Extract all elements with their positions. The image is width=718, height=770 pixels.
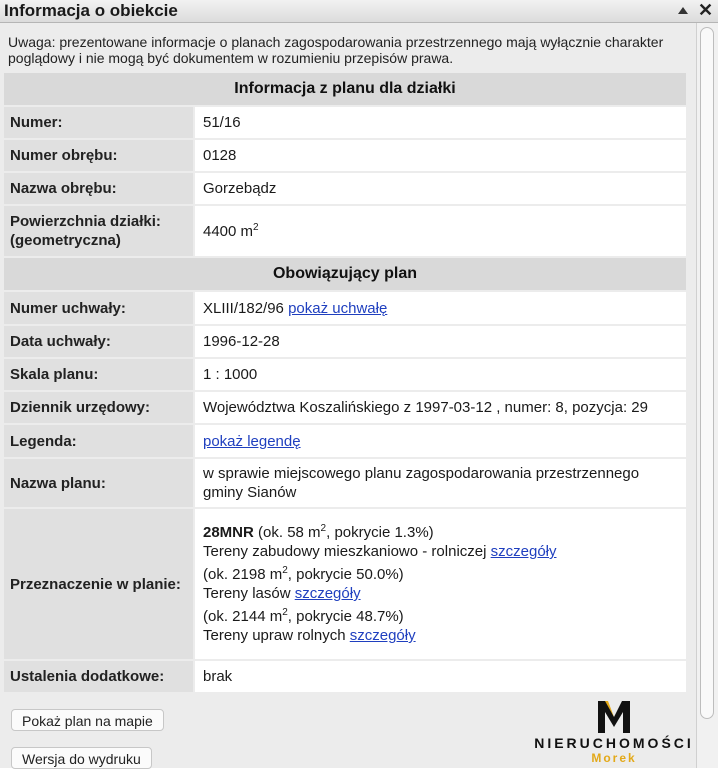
row-label: Nazwa obrębu: — [4, 173, 193, 204]
table-row — [4, 206, 686, 256]
purpose-description: Tereny upraw rolnych — [203, 627, 346, 644]
vertical-scrollbar[interactable] — [696, 23, 718, 768]
purpose-area: (ok. 2144 m — [203, 608, 283, 625]
table-row — [4, 425, 686, 457]
purpose-description: Tereny zabudowy mieszkaniowo - rolniczej — [203, 543, 487, 560]
purpose-details-link[interactable]: szczegóły — [294, 585, 361, 602]
row-label: Legenda: — [4, 425, 193, 457]
row-value: 51/16 — [195, 107, 686, 138]
scrollbar-thumb[interactable] — [700, 27, 714, 719]
row-label: Ustalenia dodatkowe: — [4, 661, 193, 692]
row-label: Numer uchwały: — [4, 292, 193, 324]
row-value: Gorzebądz — [195, 173, 686, 204]
purpose-details-link[interactable]: szczegóły — [490, 543, 557, 560]
row-value: Województwa Koszalińskiego z 1997-03-12 , numer: 8, pozycja: 29 — [195, 392, 686, 423]
purpose-code: 28MNR — [203, 524, 254, 541]
resolution-number: XLIII/182/96 — [203, 299, 284, 317]
watermark-logo — [514, 697, 714, 768]
row-value: 1 : 1000 — [195, 359, 686, 390]
watermark-sub: Morek — [591, 751, 637, 765]
table-row — [4, 392, 686, 423]
purpose-description: Tereny lasów — [203, 585, 291, 602]
table-row — [4, 292, 686, 324]
table-row — [4, 509, 686, 659]
purpose-area-sup: 2 — [282, 565, 288, 576]
table-row — [4, 140, 686, 171]
row-value — [195, 425, 686, 457]
purpose-coverage: , pokrycie 48.7%) — [287, 608, 404, 625]
brand-logo-icon — [594, 697, 634, 737]
purpose-list — [195, 509, 686, 659]
table-row — [4, 173, 686, 204]
area-unit-sup: 2 — [253, 221, 259, 233]
area-value — [195, 206, 686, 256]
row-label: Dziennik urzędowy: — [4, 392, 193, 423]
row-value: 0128 — [195, 140, 686, 171]
purpose-item — [203, 523, 678, 561]
show-legend-link[interactable]: pokaż legendę — [203, 432, 301, 450]
window-title: Informacja o obiekcie — [4, 1, 178, 20]
show-resolution-link[interactable]: pokaż uchwałę — [288, 299, 388, 317]
table-row — [4, 107, 686, 138]
purpose-item — [203, 607, 678, 645]
purpose-details-link[interactable]: szczegóły — [349, 627, 416, 644]
row-label: Numer obrębu: — [4, 140, 193, 171]
section-header-parcel: Informacja z planu dla działki — [4, 73, 686, 105]
table-row — [4, 661, 686, 692]
print-version-button[interactable]: Wersja do wydruku — [11, 747, 152, 769]
row-value: w sprawie miejscowego planu zagospodarowania przestrzennego gminy Sianów — [195, 459, 686, 507]
area-label: Powierzchnia działki: (geometryczna) — [4, 206, 193, 256]
row-label: Przeznaczenie w planie: — [4, 509, 193, 659]
purpose-area-sup: 2 — [282, 607, 288, 618]
info-panel — [0, 23, 696, 768]
row-value: 1996-12-28 — [195, 326, 686, 357]
section-header-plan: Obowiązujący plan — [4, 258, 686, 290]
table-row — [4, 359, 686, 390]
window-titlebar[interactable] — [0, 0, 718, 23]
watermark-brand: NIERUCHOMOŚCI — [534, 735, 694, 751]
purpose-area-sup: 2 — [320, 523, 327, 534]
purpose-item — [203, 565, 678, 603]
purpose-coverage: , pokrycie 1.3%) — [326, 524, 434, 541]
row-label: Skala planu: — [4, 359, 193, 390]
show-plan-on-map-button[interactable]: Pokaż plan na mapie — [11, 709, 164, 731]
info-table — [4, 73, 686, 694]
row-label: Data uchwały: — [4, 326, 193, 357]
area-number: 4400 m — [203, 222, 254, 240]
close-icon[interactable]: ✕ — [698, 0, 714, 20]
chevron-up-icon[interactable] — [678, 7, 688, 14]
purpose-coverage: , pokrycie 50.0%) — [287, 566, 404, 583]
disclaimer-notice: Uwaga: prezentowane informacje o planach zagospodarowania przestrzennego mają wyłącznie charakter poglądowy i nie mogą być dokumentem w rozumieniu przepisów prawa. — [8, 34, 664, 66]
row-value: brak — [195, 661, 686, 692]
row-label: Nazwa planu: — [4, 459, 193, 507]
row-label: Numer: — [4, 107, 193, 138]
table-row — [4, 459, 686, 507]
table-row — [4, 326, 686, 357]
purpose-area: (ok. 2198 m — [203, 566, 283, 583]
purpose-area: (ok. 58 m — [253, 524, 321, 541]
row-value — [195, 292, 686, 324]
